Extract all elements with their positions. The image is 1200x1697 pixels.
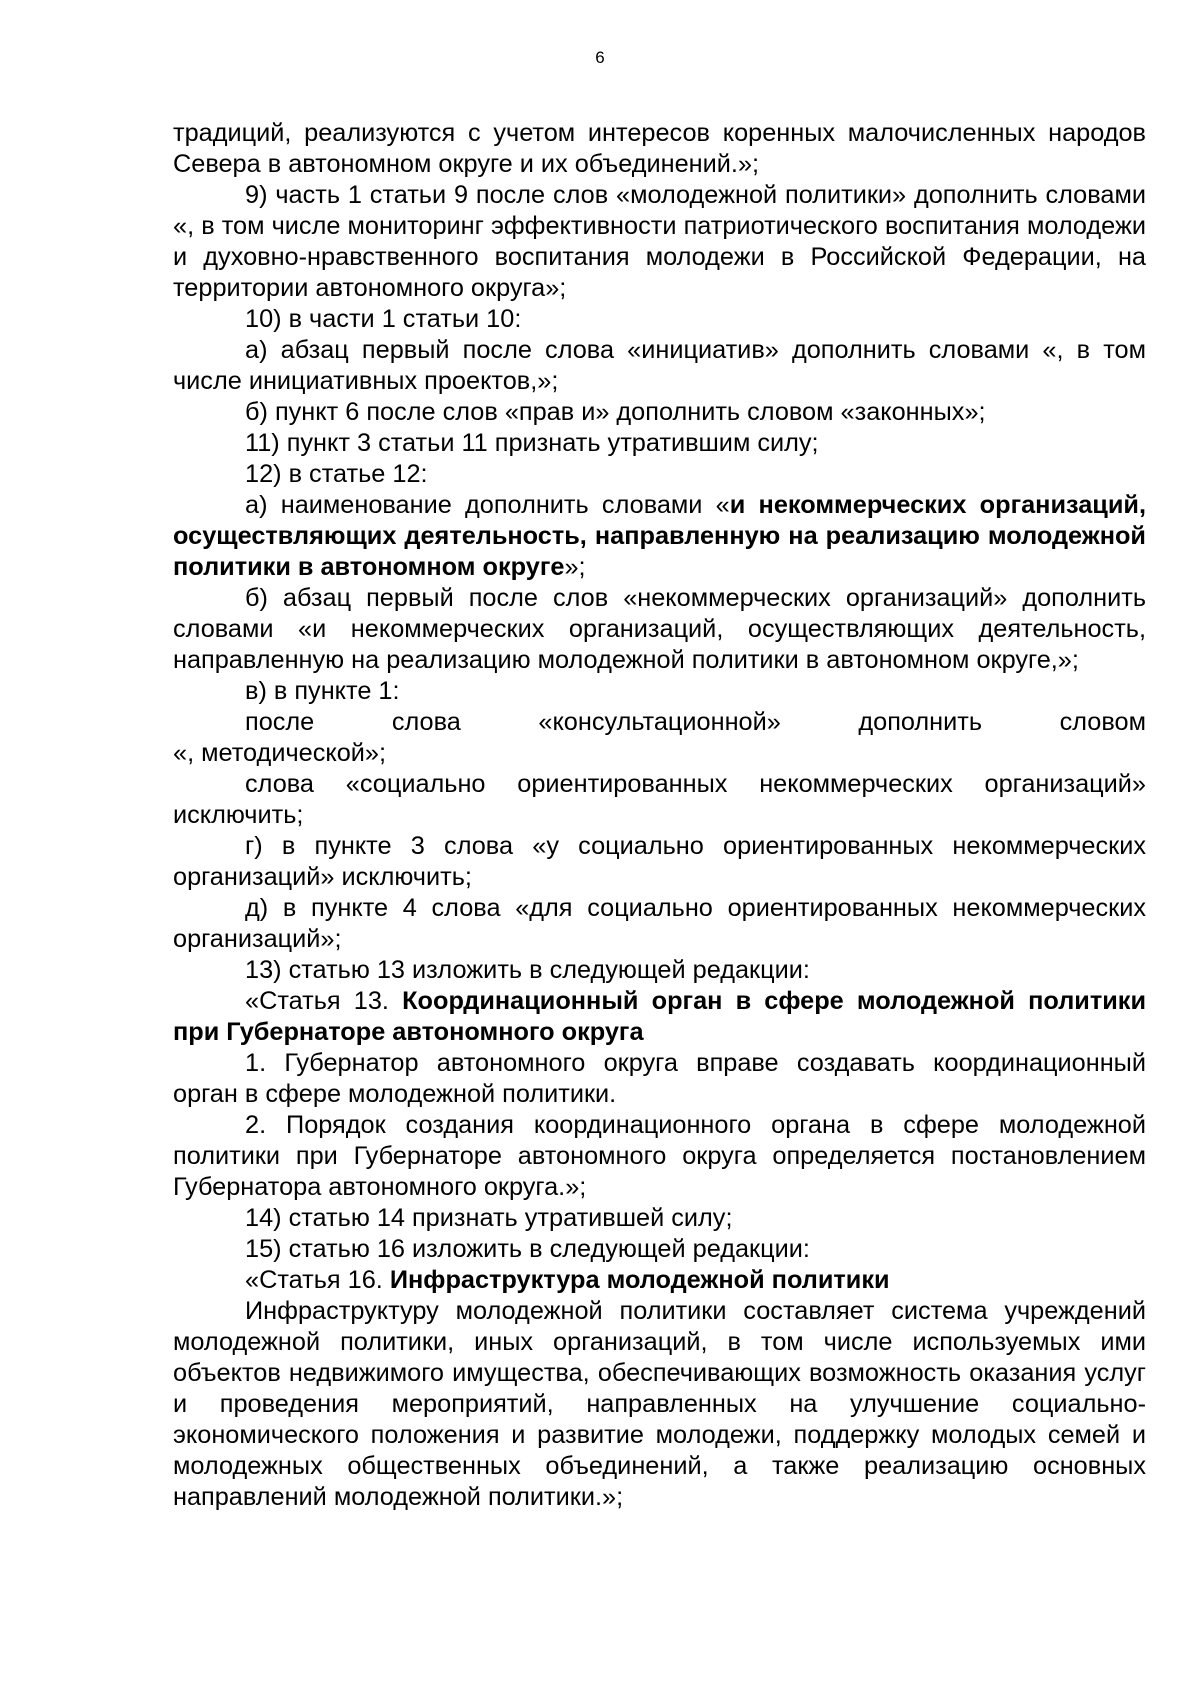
paragraph: традиций, реализуются с учетом интересов коренных малочисленных народов Севера в автономном округе и их объединений.»; [173,119,1146,178]
paragraph: в) в пункте 1: [245,677,400,705]
article-number: «Статья 13. [245,987,403,1015]
paragraph: б) пункт 6 после слов «прав и» дополнить словом «законных»; [245,398,986,426]
paragraph: 15) статью 16 изложить в следующей редакции: [245,1235,810,1263]
document-body [173,118,1146,1513]
paragraph: «, методической»; [173,739,386,767]
paragraph: г) в пункте 3 слова «у социально ориентированных некоммерческих организаций» исключить; [173,832,1146,891]
paragraph: 2. Порядок создания координационного органа в сфере молодежной политики при Губернаторе автономного округа определяется постановлением Губернатора автономного округа.»; [173,1111,1146,1201]
bold-text: и некоммерческих организаций, осуществляющих деятельность, направленную на реализацию молодежной политики в автономном округе [173,491,1146,581]
paragraph: б) абзац первый после слов «некоммерческих организаций» дополнить словами «и некоммерческих организаций, осуществляющих деятельность, направленную на реализацию молодежной политики в автономном округе,»; [173,584,1146,674]
paragraph: 11) пункт 3 статьи 11 признать утратившим силу; [245,429,819,457]
page-number: 6 [595,48,605,67]
article-title: Координационный орган в сфере молодежной политики при Губернаторе автономного округа [173,987,1146,1046]
paragraph: 13) статью 13 изложить в следующей редакции: [245,956,810,984]
paragraph: 12) в статье 12: [245,460,428,488]
paragraph: 10) в части 1 статьи 10: [245,305,522,333]
paragraph [173,490,1146,583]
paragraph-text: »; [564,553,586,581]
paragraph: после слова «консультационной» дополнить словом [245,708,1146,736]
paragraph: слова «социально ориентированных некоммерческих организаций» исключить; [173,770,1146,829]
paragraph: Инфраструктуру молодежной политики составляет система учреждений молодежной политики, иных организаций, в том числе используемых ими объектов недвижимого имущества, обеспечивающих возможность оказания услуг и проведения мероприятий, направленных на улучшение социально-экономического положения и развитие молодежи, поддержку молодых семей и молодежных общественных объединений, а также реализацию основных направлений молодежной политики.»; [173,1297,1146,1511]
article-title: Инфраструктура молодежной политики [389,1266,890,1294]
article-heading [173,1265,1146,1296]
paragraph-text: а) наименование дополнить словами « [245,491,730,519]
paragraph: а) абзац первый после слова «инициатив» дополнить словами «, в том числе инициативных проектов,»; [173,336,1146,395]
paragraph: 14) статью 14 признать утратившей силу; [245,1204,733,1232]
paragraph: д) в пункте 4 слова «для социально ориентированных некоммерческих организаций»; [173,894,1146,953]
paragraph: 9) часть 1 статьи 9 после слов «молодежной политики» дополнить словами «, в том числе мониторинг эффективности патриотического воспитания молодежи и духовно-нравственного воспитания молодежи в Российской Федерации, на территории автономного округа»; [173,181,1146,302]
article-heading [173,986,1146,1048]
article-number: «Статья 16. [245,1266,390,1294]
paragraph: 1. Губернатор автономного округа вправе создавать координационный орган в сфере молодежной политики. [173,1049,1146,1108]
